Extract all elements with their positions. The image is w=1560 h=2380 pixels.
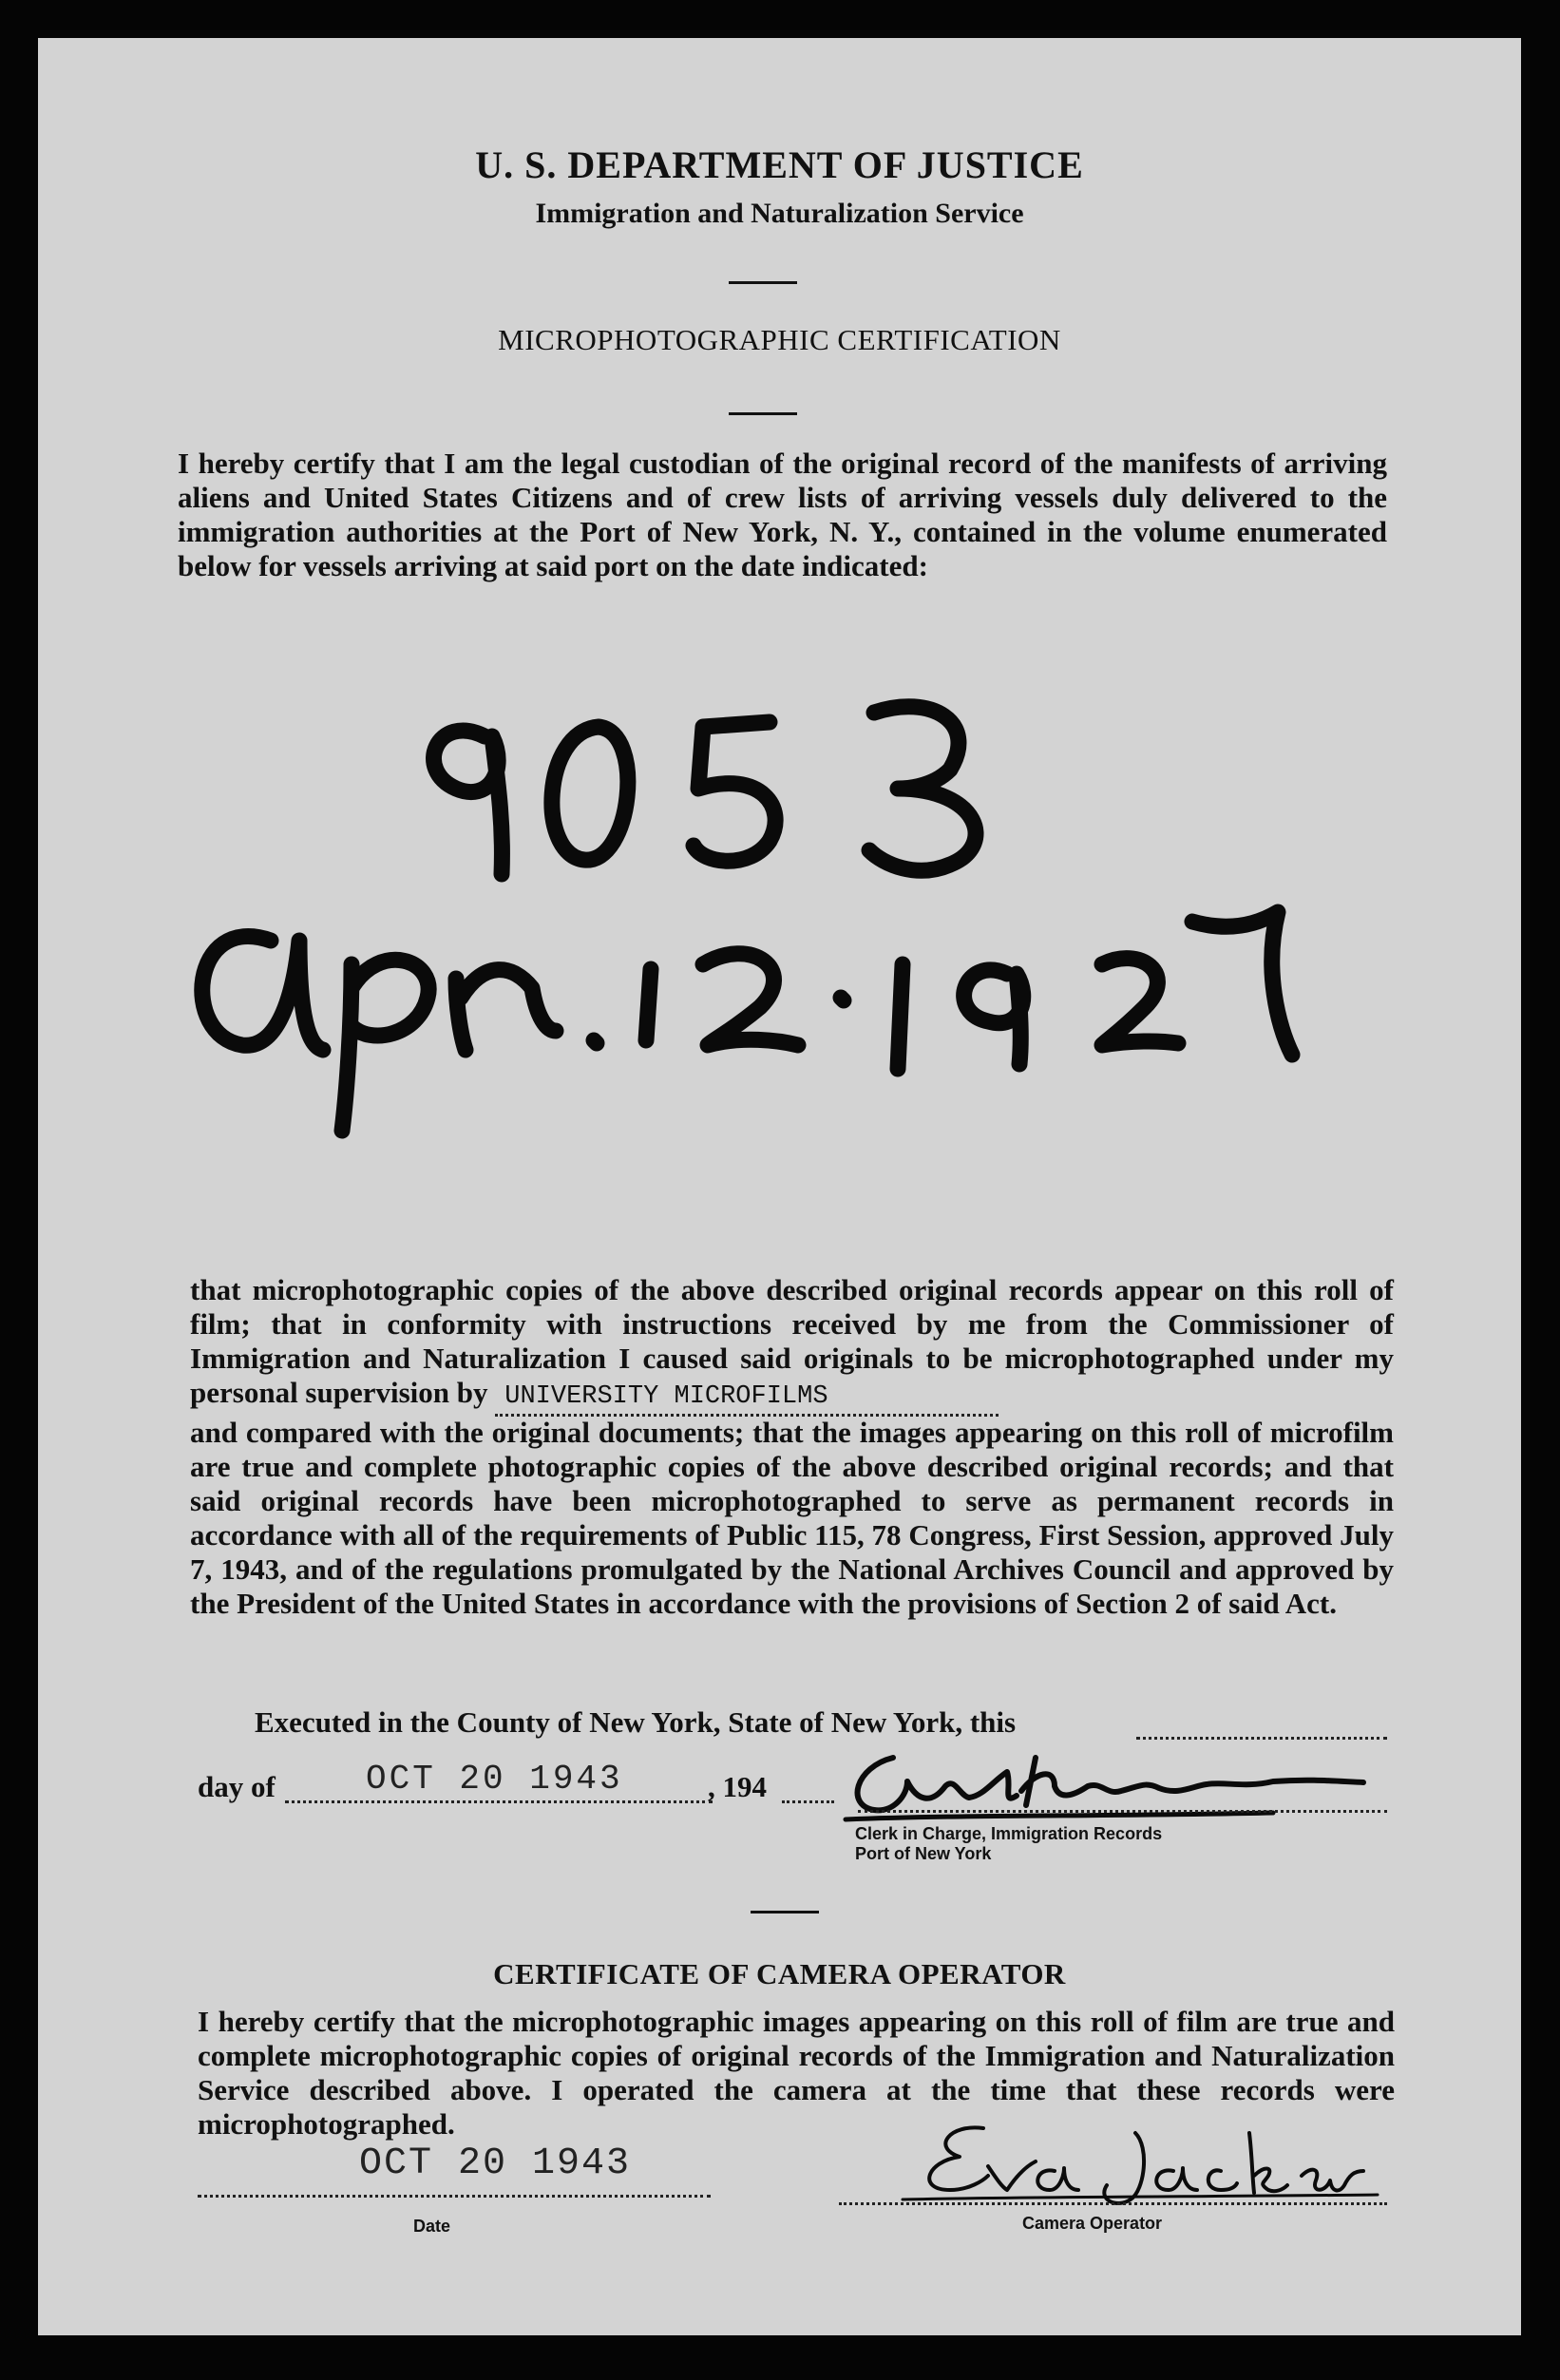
day-dotted-line bbox=[285, 1800, 713, 1803]
certificate-page bbox=[38, 38, 1521, 2335]
hw-digit-1b bbox=[898, 964, 903, 1069]
hw-letter-p bbox=[342, 960, 428, 1131]
stamped-date-execution: OCT 20 1943 bbox=[366, 1760, 623, 1799]
camera-certificate-title: CERTIFICATE OF CAMERA OPERATOR bbox=[493, 1957, 1066, 1990]
body-paragraph-part2: and compared with the original documents; that the images appearing on this roll of microfilm are true and complete photographic copies of the above described original records; and that said original records have been microphotographed to serve as permanent records in accordance with all of the requirements of Public 115, 78 Congress, First Session, approved July 7, 1943, and of the regulations promulgated by the National Archives Council and approved by the President of the United States in accordance with the provisions of Section 2 of said Act. bbox=[190, 1416, 1394, 1620]
hw-digit-2b bbox=[1102, 959, 1178, 1045]
department-title: U. S. DEPARTMENT OF JUSTICE bbox=[475, 143, 1084, 186]
hw-digit-9 bbox=[434, 731, 503, 874]
hw-digit-2a bbox=[703, 954, 798, 1045]
clerk-signature-image bbox=[817, 1729, 1387, 1834]
operator-signature-line bbox=[839, 2202, 1387, 2205]
clerk-title-line2: Port of New York bbox=[855, 1844, 992, 1863]
hw-letter-a bbox=[202, 937, 323, 1050]
year-prefix: , 194 bbox=[708, 1770, 767, 1803]
hw-digit-3 bbox=[869, 707, 976, 870]
body-text-part1: that microphotographic copies of the above described original records appear on this roll of film; that in conformity with instructions received by me from the Commissioner of Immigration and Naturalization I caused said originals to be microphotographed under my personal supervision by bbox=[190, 1273, 1394, 1409]
hw-digit-0 bbox=[552, 727, 628, 860]
clerk-signature-line bbox=[858, 1810, 1387, 1813]
hw-digit-1a bbox=[646, 969, 651, 1040]
executed-text: Executed in the County of New York, State of New York, this bbox=[255, 1705, 1017, 1739]
service-subtitle: Immigration and Naturalization Service bbox=[535, 198, 1024, 229]
typed-company: UNIVERSITY MICROFILMS bbox=[495, 1380, 999, 1417]
date-dotted-line bbox=[198, 2195, 711, 2198]
certification-heading: MICROPHOTOGRAPHIC CERTIFICATION bbox=[498, 323, 1061, 356]
divider-bottom bbox=[751, 1911, 819, 1914]
stamped-date-camera: OCT 20 1943 bbox=[359, 2142, 632, 2185]
handwriting-volume-date bbox=[38, 38, 1521, 1178]
hw-digit-5 bbox=[694, 722, 775, 861]
hw-dot-1 bbox=[594, 1040, 597, 1043]
date-label: Date bbox=[413, 2217, 451, 2236]
hw-dot-2 bbox=[841, 998, 844, 1000]
body-paragraph-part1 bbox=[190, 1273, 1394, 1417]
operator-label: Camera Operator bbox=[1022, 2214, 1163, 2233]
camera-certificate-text: I hereby certify that the microphotographic images appearing on this roll of film are true and complete microphotographic copies of original records of the Immigration and Naturalization Service described above. I operated the camera at the time that these records were microphotographed. bbox=[198, 2005, 1395, 2141]
hw-digit-9b bbox=[964, 970, 1023, 1064]
hw-letter-r bbox=[456, 970, 556, 1050]
clerk-title-line1: Clerk in Charge, Immigration Records bbox=[855, 1824, 1163, 1843]
hw-digit-7 bbox=[1192, 912, 1292, 1055]
intro-paragraph: I hereby certify that I am the legal custodian of the original record of the manifests of arriving aliens and United States Citizens and of crew lists of arriving vessels duly delivered to the immigration authorities at the Port of New York, N. Y., contained in the volume enumerated below for vessels arriving at said port on the date indicated: bbox=[178, 447, 1387, 582]
operator-signature-image bbox=[893, 2109, 1387, 2214]
day-of-label: day of bbox=[198, 1770, 276, 1803]
